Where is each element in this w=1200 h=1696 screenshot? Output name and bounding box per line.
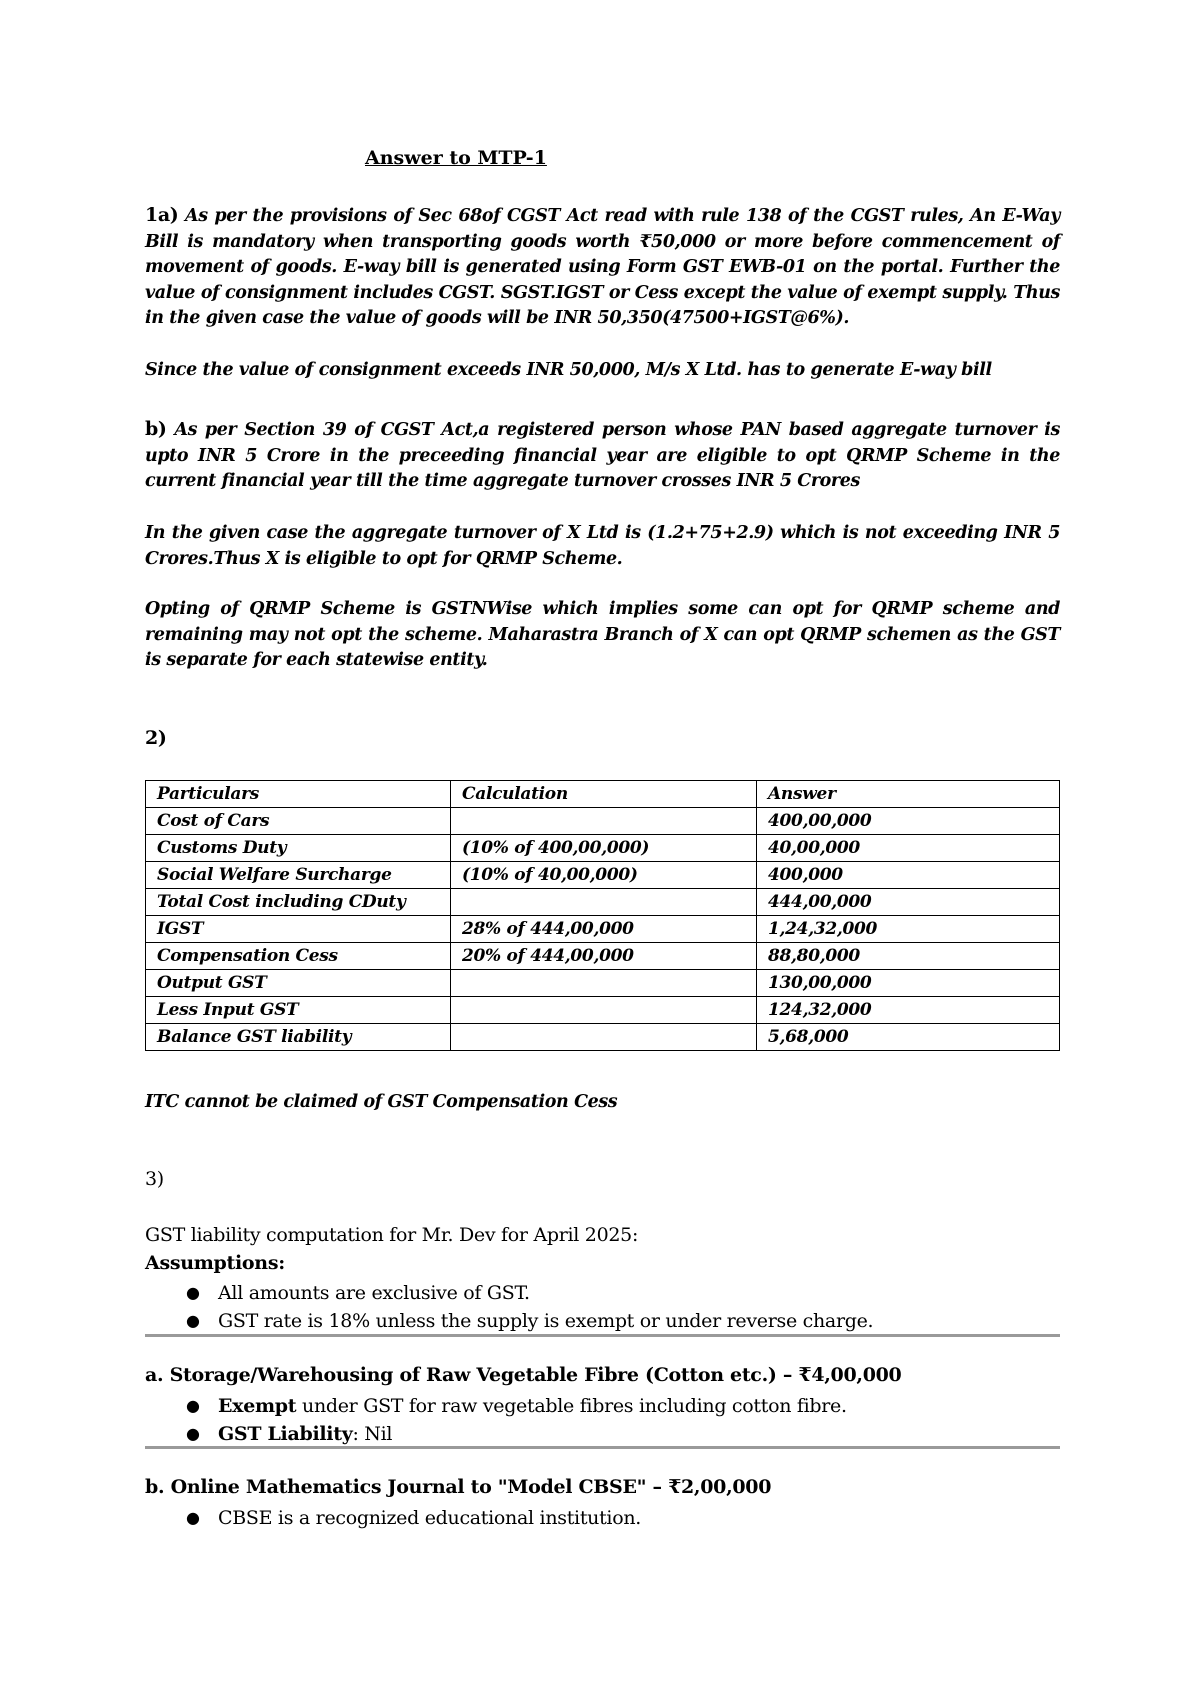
table-cell: 28% of 444,00,000 (451, 916, 757, 943)
table-cell: Balance GST liability (146, 1024, 451, 1051)
table-cell (451, 889, 757, 916)
bullet-icon: ● (186, 1283, 200, 1302)
q1a-text: As per the provisions of Sec 68of CGST Act read with rule 138 of the CGST rules, An E-Way Bill is mandatory when transporting goods worth ₹50,000 or more before commencement of movement of goods. E-way bill is generated using Form GST EWB-01 on the portal. Further the value of consignment includes CGST. SGST.IGST or Cess except the value of exempt supply. Thus in the given case the value of goods will be INR 50,350(47500+IGST@6%). (145, 206, 1060, 328)
table-cell: Output GST (146, 970, 451, 997)
list-item: ● GST Liability: Nil (145, 1420, 847, 1448)
table-header-row (146, 781, 1060, 808)
section-a-heading: a. Storage/Warehousing of Raw Vegetable Fibre (Cotton etc.) – ₹4,00,000 (145, 1364, 902, 1386)
section-divider (145, 1446, 1060, 1449)
table-cell: Less Input GST (146, 997, 451, 1024)
table-row (146, 916, 1060, 943)
table-row (146, 943, 1060, 970)
table-cell: 130,00,000 (757, 970, 1060, 997)
bullet-icon: ● (186, 1311, 200, 1330)
table-cell: Customs Duty (146, 835, 451, 862)
q3-label: 3) (145, 1168, 164, 1190)
q1a-conclusion: Since the value of consignment exceeds INR 50,000, M/s X Ltd. has to generate E-way bill (145, 360, 992, 380)
table-cell: Compensation Cess (146, 943, 451, 970)
table-cell (451, 970, 757, 997)
table-cell (451, 808, 757, 835)
table-cell: 20% of 444,00,000 (451, 943, 757, 970)
table-cell: 400,000 (757, 862, 1060, 889)
q1b-paragraph-3: Opting of QRMP Scheme is GSTNWise which implies some can opt for QRMP scheme and remaining may not opt the scheme. Maharastra Branch of X can opt QRMP schemen as the GST is separate for each statewise entity. (145, 599, 1060, 670)
table-cell: 1,24,32,000 (757, 916, 1060, 943)
q3-intro: GST liability computation for Mr. Dev for April 2025: (145, 1224, 639, 1246)
table-cell: 40,00,000 (757, 835, 1060, 862)
table-row (146, 1024, 1060, 1051)
q1b-paragraph-2: In the given case the aggregate turnover of X Ltd is (1.2+75+2.9) which is not exceeding INR 5 Crores.Thus X is eligible to opt for QRMP Scheme. (145, 523, 1060, 569)
section-a-list (145, 1392, 847, 1448)
table-header-cell: Particulars (146, 781, 451, 808)
table-header-cell: Answer (757, 781, 1060, 808)
q1b-paragraph (145, 417, 1060, 495)
q1a-label: 1a) (145, 204, 179, 226)
bullet-icon: ● (186, 1424, 200, 1443)
table-row (146, 970, 1060, 997)
table-row (146, 862, 1060, 889)
table-cell: 400,00,000 (757, 808, 1060, 835)
calculation-table (145, 780, 1060, 1051)
list-item: ● Exempt under GST for raw vegetable fibres including cotton fibre. (145, 1392, 847, 1420)
document-title: Answer to MTP-1 (365, 147, 547, 169)
q1a-paragraph (145, 203, 1060, 332)
table-row (146, 808, 1060, 835)
q1b-label: b) (145, 418, 167, 440)
bullet-icon: ● (186, 1396, 200, 1415)
table-cell: 444,00,000 (757, 889, 1060, 916)
table-cell: IGST (146, 916, 451, 943)
bullet-icon: ● (186, 1508, 200, 1527)
table-cell (451, 1024, 757, 1051)
table-cell: Social Welfare Surcharge (146, 862, 451, 889)
q2-note: ITC cannot be claimed of GST Compensation Cess (145, 1092, 618, 1112)
section-b-list (145, 1504, 641, 1532)
q1b-text: As per Section 39 of CGST Act,a registered person whose PAN based aggregate turnover is upto INR 5 Crore in the preceeding financial year are eligible to opt QRMP Scheme in the current financial year till the time aggregate turnover crosses INR 5 Crores (145, 420, 1060, 491)
list-item: ● All amounts are exclusive of GST. (145, 1279, 873, 1307)
table-cell: (10% of 40,00,000) (451, 862, 757, 889)
table-header-cell: Calculation (451, 781, 757, 808)
list-item: ● CBSE is a recognized educational institution. (145, 1504, 641, 1532)
table-row (146, 835, 1060, 862)
table-cell (451, 997, 757, 1024)
list-item: ● GST rate is 18% unless the supply is exempt or under reverse charge. (145, 1307, 873, 1335)
q2-label: 2) (145, 727, 167, 749)
assumptions-list (145, 1279, 873, 1335)
assumptions-heading: Assumptions: (145, 1252, 285, 1274)
table-cell: (10% of 400,00,000) (451, 835, 757, 862)
table-cell: 124,32,000 (757, 997, 1060, 1024)
table-cell: 88,80,000 (757, 943, 1060, 970)
section-b-heading: b. Online Mathematics Journal to "Model CBSE" – ₹2,00,000 (145, 1476, 772, 1498)
table-cell: Cost of Cars (146, 808, 451, 835)
table-row (146, 889, 1060, 916)
table-cell: 5,68,000 (757, 1024, 1060, 1051)
table-row (146, 997, 1060, 1024)
table-cell: Total Cost including CDuty (146, 889, 451, 916)
section-divider (145, 1334, 1060, 1337)
